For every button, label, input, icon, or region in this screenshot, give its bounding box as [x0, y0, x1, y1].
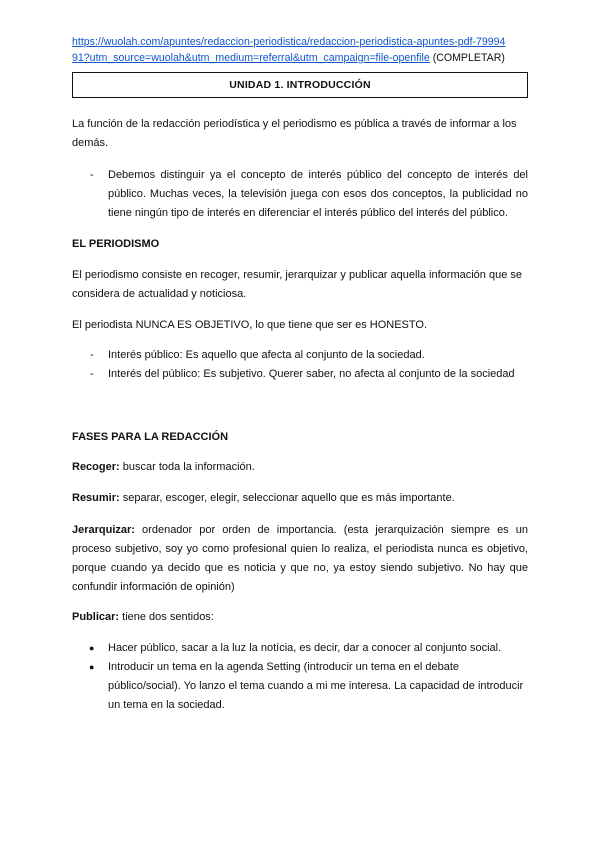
- periodismo-paragraph-2: El periodista NUNCA ES OBJETIVO, lo que tiene que ser es HONESTO.: [72, 319, 427, 331]
- dash-marker: -: [90, 368, 94, 380]
- list-item: - Interés del público: Es subjetivo. Querer saber, no afecta al conjunto de la sociedad: [72, 365, 528, 384]
- term-recoger: Recoger:: [72, 461, 120, 473]
- fase-jerarquizar: Jerarquizar: ordenador por orden de importancia. (esta jerarquización siempre es un proceso subjetivo, soy yo como profesional quien lo realiza, el periodista nunca es objetivo, porque cuando ya decido que es noticia y que no, ya estoy siendo subjetivo. No hay que confundir información de opinión): [72, 524, 528, 593]
- fase-publicar: Publicar: tiene dos sentidos:: [72, 611, 214, 623]
- list-item: ● Introducir un tema en la agenda Setting (introducir un tema en el debate público/social). Yo lanzo el tema cuando a mi me interesa. La capacidad de introducir un tema en la sociedad.: [72, 658, 528, 715]
- periodismo-paragraph-1: El periodismo consiste en recoger, resumir, jerarquizar y publicar aquella información que se considera de actualidad y noticiosa.: [72, 269, 523, 300]
- list-item: ● Hacer público, sacar a la luz la notícia, es decir, dar a conocer al conjunto social.: [72, 639, 528, 658]
- unit-title-box: [72, 72, 528, 98]
- fase-recoger: Recoger: buscar toda la información.: [72, 461, 255, 473]
- fase-resumir: Resumir: separar, escoger, elegir, seleccionar aquello que es más importante.: [72, 492, 455, 504]
- unit-title: UNIDAD 1. INTRODUCCIÓN: [229, 79, 371, 91]
- interes-bullet-list: [72, 346, 528, 384]
- dash-marker: -: [90, 169, 94, 181]
- section-heading-fases: FASES PARA LA REDACCIÓN: [72, 431, 229, 443]
- intro-paragraph: La función de la redacción periodística y el periodismo es pública a través de informar a los demás.: [72, 118, 517, 149]
- list-item: - Debemos distinguir ya el concepto de interés público del concepto de interés del público. Muchas veces, la televisión juega con esos dos conceptos, la publicidad no tiene ningún tipo de interés en diferenciar el interés público del interés del público.: [72, 166, 528, 223]
- completar-note: (COMPLETAR): [429, 52, 505, 64]
- term-publicar: Publicar:: [72, 611, 120, 623]
- publicar-bullet-list: [72, 639, 528, 715]
- bullet-marker: ●: [89, 662, 95, 672]
- dash-marker: -: [90, 349, 94, 361]
- source-url-link[interactable]: https://wuolah.com/apuntes/redaccion-periodistica/redaccion-periodistica-apuntes-pdf-79994 91?utm_source=wuolah&utm_medium=referral&utm_campaign=file-openfile: [72, 36, 506, 64]
- section-heading-periodismo: EL PERIODISMO: [72, 238, 160, 250]
- list-item: - Interés público: Es aquello que afecta al conjunto de la sociedad.: [72, 346, 528, 365]
- intro-bullet-list: [72, 166, 528, 223]
- source-url-line: [72, 34, 528, 66]
- term-resumir: Resumir:: [72, 492, 120, 504]
- term-jerarquizar: Jerarquizar:: [72, 524, 135, 536]
- bullet-marker: ●: [89, 643, 95, 653]
